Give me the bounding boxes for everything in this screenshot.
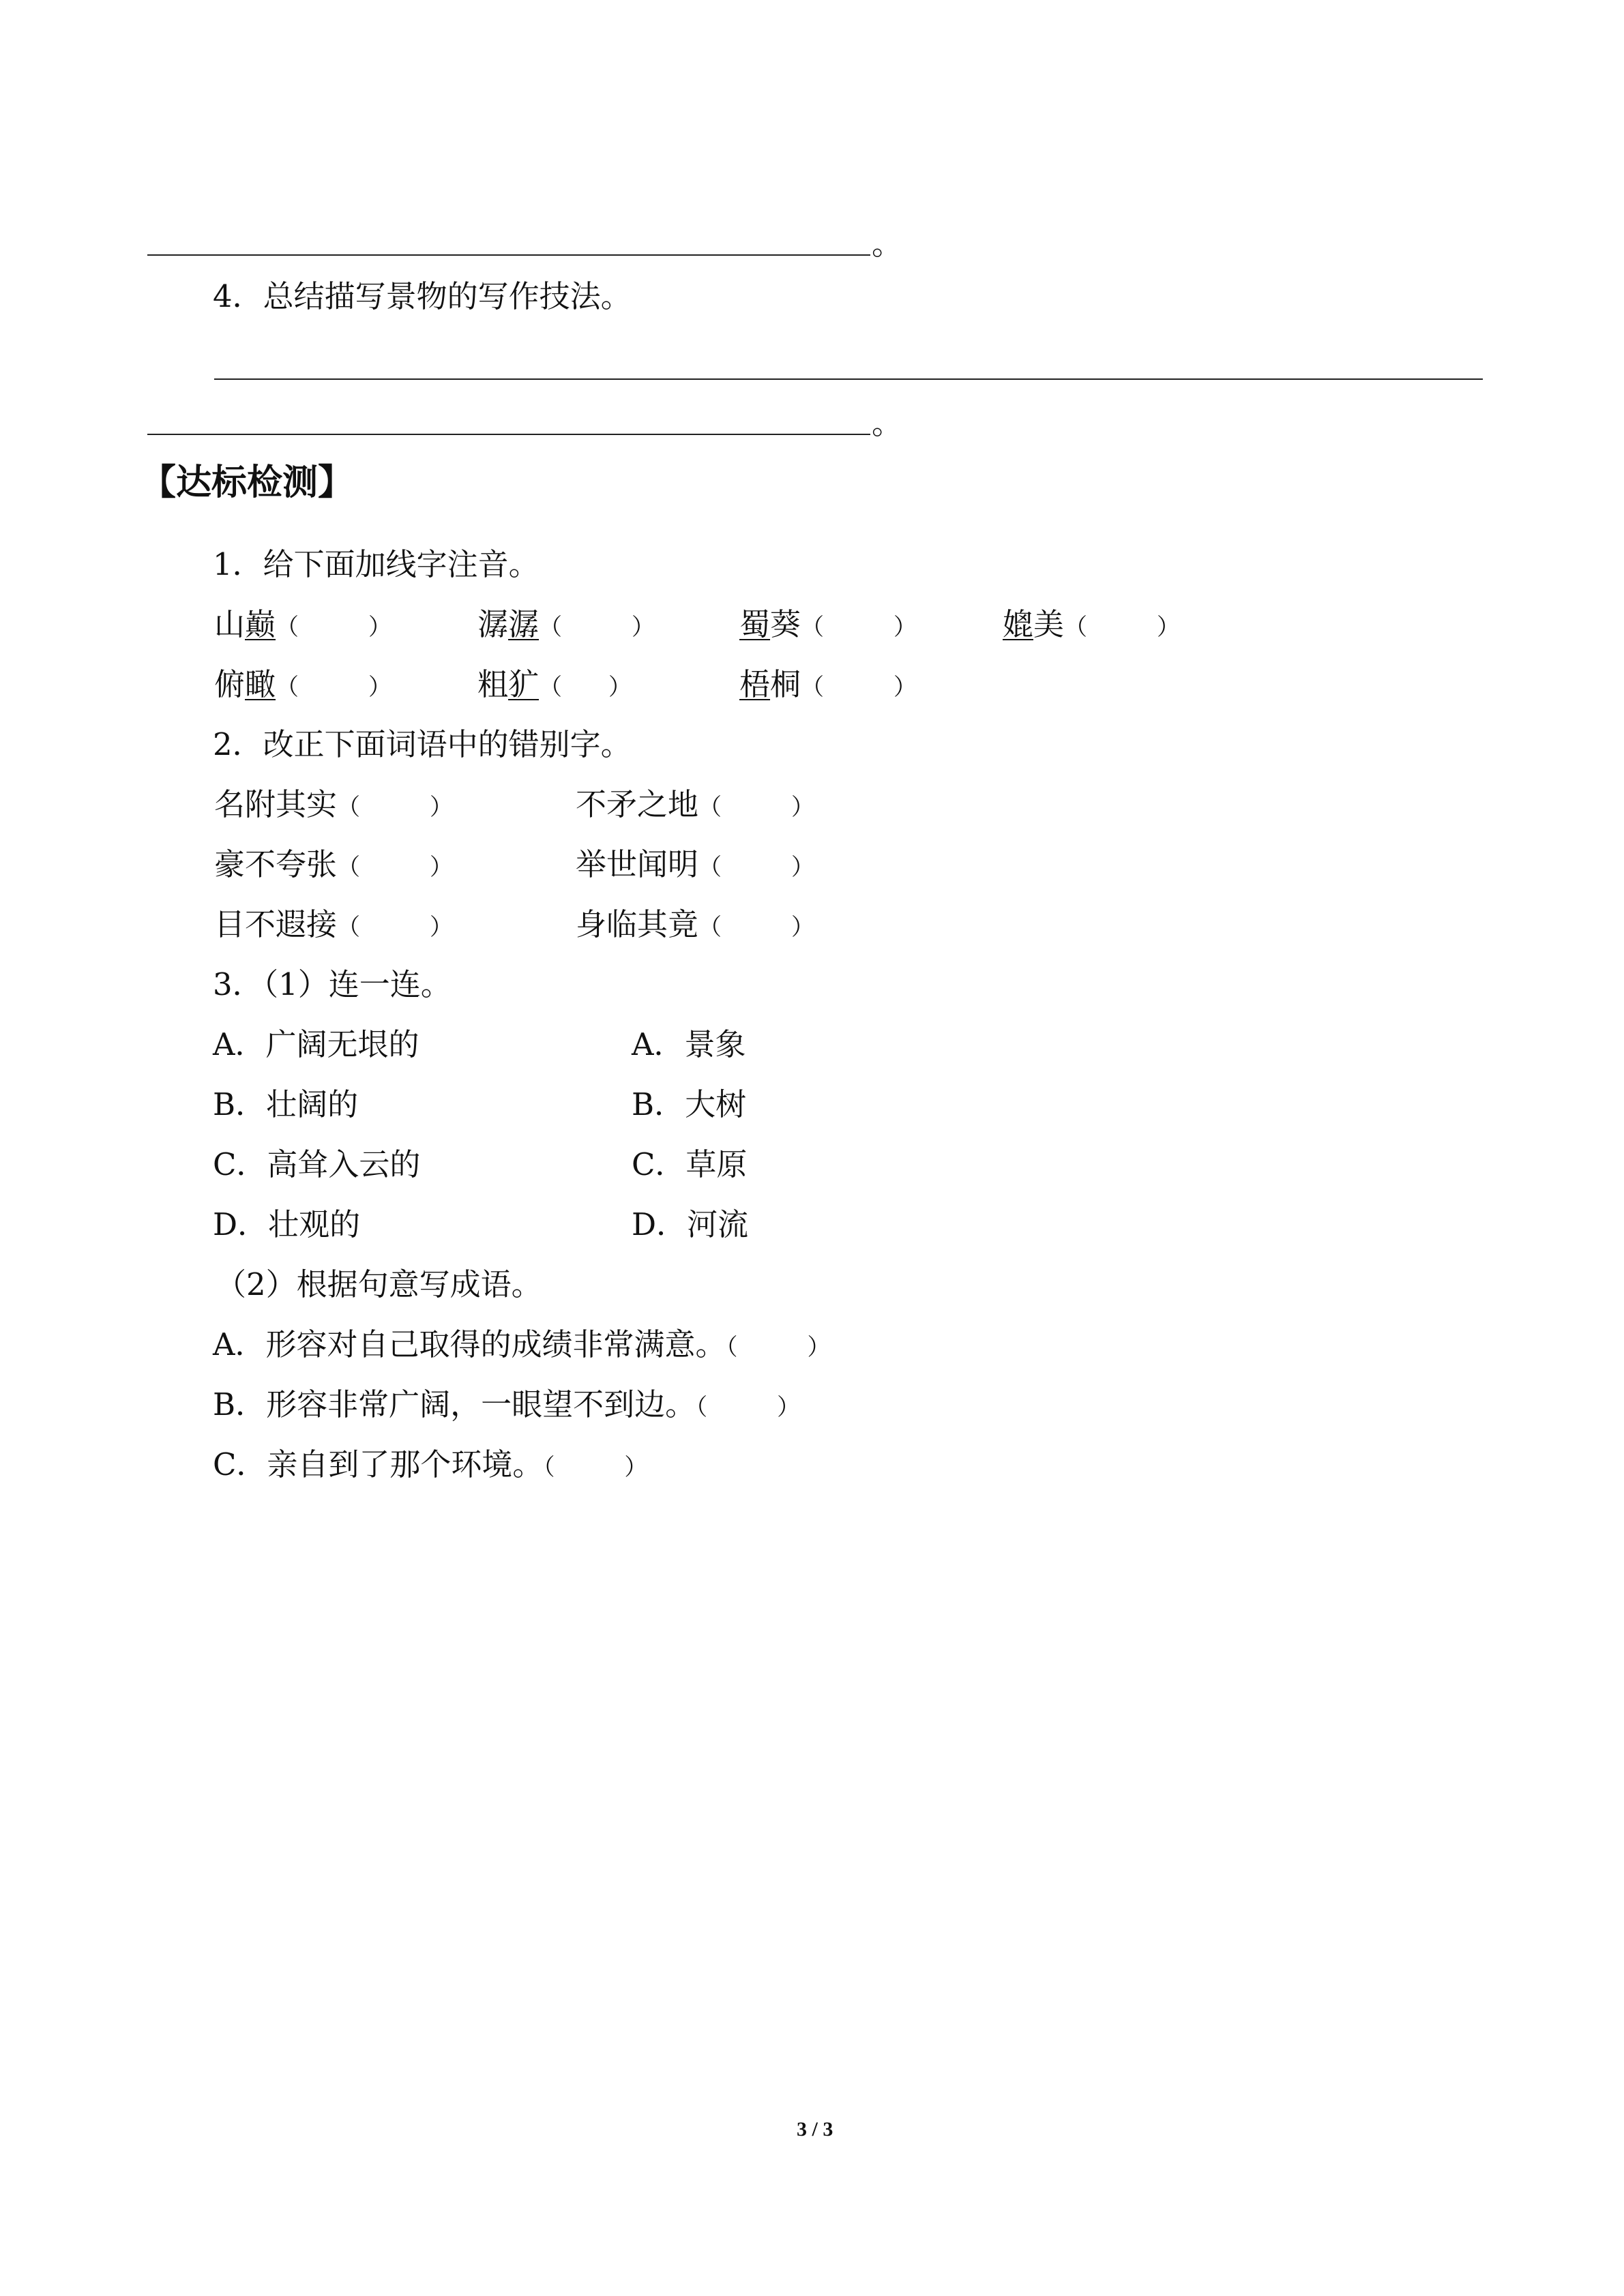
idiom-item: C．亲自到了那个环境。（ ） — [213, 1446, 648, 1482]
answer-paren[interactable]: （ ） — [337, 794, 454, 821]
answer-paren[interactable]: （ ） — [1064, 614, 1181, 641]
match-right-item[interactable]: C．草原 — [632, 1146, 748, 1182]
pinyin-item: 蜀葵（ ） — [739, 606, 917, 642]
answer-paren[interactable]: （ ） — [539, 674, 632, 701]
typo-item: 豪不夸张（ ） — [214, 846, 454, 882]
match-right-item[interactable]: D．河流 — [632, 1206, 749, 1242]
answer-paren[interactable]: （ ） — [698, 854, 815, 881]
idiom-item: A．形容对自己取得的成绩非常满意。（ ） — [213, 1326, 831, 1362]
answer-line-q3[interactable] — [147, 254, 870, 256]
exercise-3-part1-prompt: 3．（1）连一连。 — [213, 966, 452, 1002]
match-left-item[interactable]: B．壮阔的 — [213, 1086, 359, 1122]
match-left-item[interactable]: A．广阔无垠的 — [213, 1026, 419, 1062]
section-heading: 【达标检测】 — [141, 462, 354, 503]
match-right-item[interactable]: A．景象 — [632, 1026, 746, 1062]
exercise-3-part2-prompt: （2）根据句意写成语。 — [216, 1266, 542, 1302]
idiom-item: B．形容非常广阔，一眼望不到边。（ ） — [213, 1386, 801, 1422]
question-4-prompt: 4．总结描写景物的写作技法。 — [213, 278, 632, 314]
match-right-item[interactable]: B．大树 — [632, 1086, 747, 1122]
typo-item: 名附其实（ ） — [214, 786, 454, 822]
pinyin-item: 梧桐（ ） — [739, 666, 917, 702]
match-left-item[interactable]: D．壮观的 — [213, 1206, 361, 1242]
answer-paren[interactable]: （ ） — [801, 614, 917, 641]
underlined-char: 媲 — [1003, 606, 1034, 642]
answer-paren[interactable]: （ ） — [337, 854, 454, 881]
answer-paren[interactable]: （ ） — [698, 914, 815, 941]
exercise-2-prompt: 2．改正下面词语中的错别字。 — [213, 726, 632, 762]
answer-line-q4-period: 。 — [872, 405, 903, 441]
answer-paren[interactable]: （ ） — [801, 674, 917, 701]
underlined-char: 蜀 — [739, 606, 771, 642]
page-number: 3 / 3 — [797, 2118, 833, 2141]
typo-item: 目不遐接（ ） — [214, 906, 454, 942]
pinyin-item: 潺潺（ ） — [477, 606, 655, 642]
pinyin-item: 媲美（ ） — [1003, 606, 1181, 642]
underlined-char: 瞰 — [245, 666, 276, 702]
answer-line-q3-period: 。 — [872, 226, 903, 262]
typo-item: 不矛之地（ ） — [576, 786, 815, 822]
underlined-char: 巅 — [245, 606, 276, 642]
underlined-char: 潺 — [508, 606, 540, 642]
pinyin-item: 俯瞰（ ） — [214, 666, 392, 702]
answer-paren[interactable]: （ ） — [698, 794, 815, 821]
typo-item: 身临其竟（ ） — [576, 906, 815, 942]
answer-line-q4-1[interactable] — [214, 378, 1483, 380]
answer-paren[interactable]: （ ） — [539, 614, 655, 641]
answer-paren[interactable]: （ ） — [276, 614, 392, 641]
answer-paren[interactable]: （ ） — [726, 1334, 831, 1361]
exercise-1-prompt: 1．给下面加线字注音。 — [213, 546, 540, 582]
pinyin-item: 粗犷（ ） — [477, 666, 632, 702]
answer-paren[interactable]: （ ） — [337, 914, 454, 941]
underlined-char: 梧 — [739, 666, 771, 702]
underlined-char: 犷 — [508, 666, 540, 702]
pinyin-item: 山巅（ ） — [214, 606, 392, 642]
match-left-item[interactable]: C．高耸入云的 — [213, 1146, 421, 1182]
typo-item: 举世闻明（ ） — [576, 846, 815, 882]
answer-paren[interactable]: （ ） — [276, 674, 392, 701]
answer-line-q4-2[interactable] — [147, 434, 870, 435]
answer-paren[interactable]: （ ） — [543, 1454, 648, 1481]
answer-paren[interactable]: （ ） — [696, 1394, 801, 1421]
